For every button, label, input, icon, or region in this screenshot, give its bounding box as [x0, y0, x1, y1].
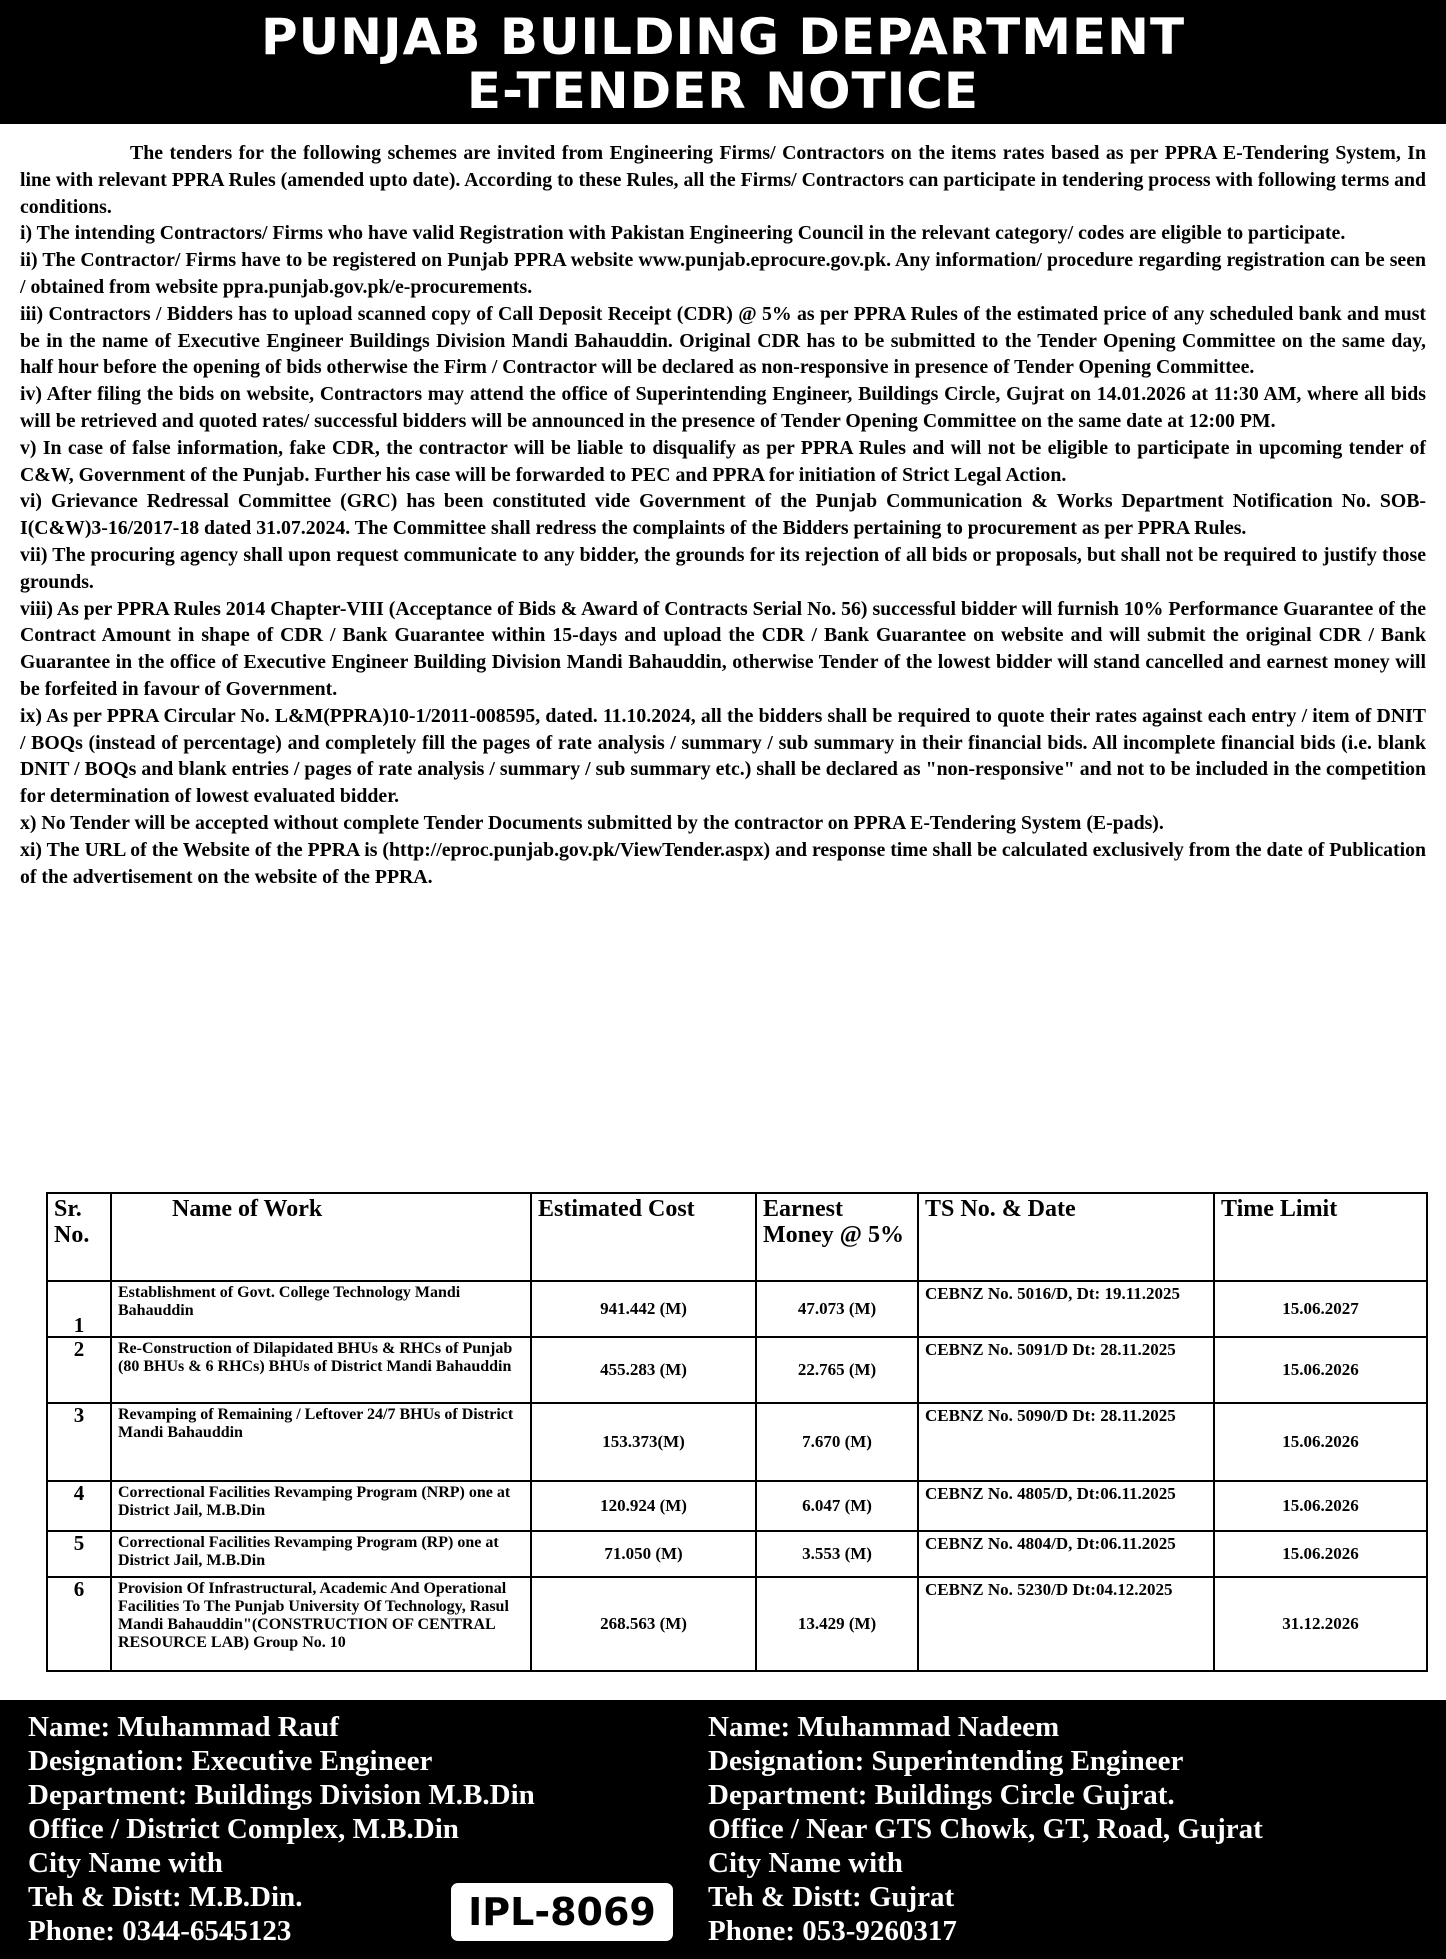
table-row	[47, 1577, 1427, 1671]
notice-subtitle: E-TENDER NOTICE	[466, 62, 980, 120]
header-sr-no: Sr. No.	[47, 1193, 111, 1281]
cell-cost: 455.283 (M)	[531, 1337, 756, 1403]
clause-10: x) No Tender will be accepted without complete Tender Documents submitted by the contractor on PPRA E-Tendering System (E-pads).	[20, 811, 1164, 834]
cell-sr: 4	[47, 1481, 111, 1531]
clause-1: i) The intending Contractors/ Firms who have valid Registration with Pakistan Engineering Council in the relevant category/ codes are eligible to participate.	[20, 222, 1346, 245]
notice-intro: The tenders for the following schemes are invited from Engineering Firms/ Contractors on the items rates based as per PPRA E-Tendering System, In line with relevant PPRA Rules (amended upto date). According to these Rules, all the Firms/ Contractors can participate in tendering process with following terms and conditions.	[20, 142, 1426, 218]
clause-7: vii) The procuring agency shall upon request communicate to any bidder, the grounds for its rejection of all bids or proposals, but shall not be required to justify those grounds.	[20, 543, 1426, 593]
signatory-city: City Name with	[708, 1847, 903, 1879]
cell-work: Revamping of Remaining / Leftover 24/7 BHUs of District Mandi Bahauddin	[111, 1403, 531, 1481]
clause-11: xi) The URL of the Website of the PPRA is (http://eproc.punjab.gov.pk/ViewTender.aspx) and response time shall be calculated exclusively from the date of Publication of the advertisement on the website of the PPRA.	[20, 838, 1426, 888]
cell-cost: 268.563 (M)	[531, 1577, 756, 1671]
notice-header	[0, 0, 1446, 124]
cell-ts: CEBNZ No. 4805/D, Dt:06.11.2025	[918, 1481, 1214, 1531]
header-ts-no-date: TS No. & Date	[918, 1193, 1214, 1281]
table-row	[47, 1481, 1427, 1531]
cell-ts: CEBNZ No. 5091/D Dt: 28.11.2025	[918, 1337, 1214, 1403]
signatory-department: Department: Buildings Circle Gujrat.	[708, 1779, 1175, 1811]
table-header-row	[47, 1193, 1427, 1281]
header-earnest-money: Earnest Money @ 5%	[756, 1193, 918, 1281]
ipl-code-badge: IPL-8069	[448, 1880, 676, 1944]
cell-ts: CEBNZ No. 5090/D Dt: 28.11.2025	[918, 1403, 1214, 1481]
cell-time-limit: 15.06.2026	[1214, 1531, 1427, 1577]
cell-work: Correctional Facilities Revamping Program (NRP) one at District Jail, M.B.Din	[111, 1481, 531, 1531]
signatory-office: Office / District Complex, M.B.Din	[28, 1813, 459, 1845]
cell-time-limit: 31.12.2026	[1214, 1577, 1427, 1671]
table-row	[47, 1531, 1427, 1577]
cell-sr: 1	[47, 1281, 111, 1337]
clause-8: viii) As per PPRA Rules 2014 Chapter-VIII (Acceptance of Bids & Award of Contracts Serial No. 56) successful bidder will furnish 10% Performance Guarantee of the Contract Amount in shape of CDR / Bank Guarantee within 15-days and upload the CDR / Bank Guarantee on website and will submit the original CDR / Bank Guarantee in the office of Executive Engineer Building Division Mandi Bahauddin, otherwise Tender of the lowest bidder will stand cancelled and earnest money will be forfeited in favour of Government.	[20, 597, 1426, 700]
clause-9: ix) As per PPRA Circular No. L&M(PPRA)10-1/2011-008595, dated. 11.10.2024, all the bidders shall be required to quote their rates against each entry / item of DNIT / BOQs (instead of percentage) and completely fill the pages of rate analysis / summary / sub summary in their financial bids. All incomplete financial bids (i.e. blank DNIT / BOQs and blank entries / pages of rate analysis / summary / sub summary etc.) shall be declared as "non-responsive" and not to be included in the competition for determination of lowest evaluated bidder.	[20, 704, 1426, 808]
signatory-teh-distt: Teh & Distt: M.B.Din.	[28, 1881, 303, 1913]
cell-work: Correctional Facilities Revamping Program (RP) one at District Jail, M.B.Din	[111, 1531, 531, 1577]
cell-time-limit: 15.06.2026	[1214, 1403, 1427, 1481]
cell-earnest: 3.553 (M)	[756, 1531, 918, 1577]
cell-sr: 3	[47, 1403, 111, 1481]
cell-work: Establishment of Govt. College Technology Mandi Bahauddin	[111, 1281, 531, 1337]
signatory-phone: Phone: 053-9260317	[708, 1915, 957, 1947]
notice-body	[20, 140, 1426, 890]
cell-cost: 941.442 (M)	[531, 1281, 756, 1337]
cell-time-limit: 15.06.2027	[1214, 1281, 1427, 1337]
cell-earnest: 6.047 (M)	[756, 1481, 918, 1531]
header-estimated-cost: Estimated Cost	[531, 1193, 756, 1281]
signatory-department: Department: Buildings Division M.B.Din	[28, 1779, 535, 1811]
signatory-phone: Phone: 0344-6545123	[28, 1915, 292, 1947]
clause-6: vi) Grievance Redressal Committee (GRC) has been constituted vide Government of the Punjab Communication & Works Department Notification No. SOB-I(C&W)3-16/2017-18 dated 31.07.2024. The Committee shall redress the complaints of the Bidders pertaining to procurement as per PPRA Rules.	[20, 490, 1426, 540]
signature-footer	[0, 1700, 1446, 1959]
clause-5: v) In case of false information, fake CDR, the contractor will be liable to disqualify as per PPRA Rules and will not be eligible to participate in upcoming tender of C&W, Government of the Punjab. Further his case will be forwarded to PEC and PPRA for initiation of Strict Legal Action.	[20, 436, 1426, 486]
table-row	[47, 1281, 1427, 1337]
signatory-name: Name: Muhammad Rauf	[28, 1711, 339, 1743]
cell-earnest: 22.765 (M)	[756, 1337, 918, 1403]
notice-title: PUNJAB BUILDING DEPARTMENT	[260, 8, 1186, 66]
signatory-office: Office / Near GTS Chowk, GT, Road, Gujrat	[708, 1813, 1263, 1845]
cell-cost: 71.050 (M)	[531, 1531, 756, 1577]
table-row	[47, 1337, 1427, 1403]
cell-sr: 6	[47, 1577, 111, 1671]
signatory-superintending-engineer	[708, 1710, 1263, 1948]
cell-earnest: 47.073 (M)	[756, 1281, 918, 1337]
cell-work: Re-Construction of Dilapidated BHUs & RHCs of Punjab (80 BHUs & 6 RHCs) BHUs of District Mandi Bahauddin	[111, 1337, 531, 1403]
cell-work: Provision Of Infrastructural, Academic And Operational Facilities To The Punjab University Of Technology, Rasul Mandi Bahauddin"(CONSTRUCTION OF CENTRAL RESOURCE LAB) Group No. 10	[111, 1577, 531, 1671]
header-time-limit: Time Limit	[1214, 1193, 1427, 1281]
cell-ts: CEBNZ No. 4804/D, Dt:06.11.2025	[918, 1531, 1214, 1577]
cell-ts: CEBNZ No. 5016/D, Dt: 19.11.2025	[918, 1281, 1214, 1337]
cell-sr: 2	[47, 1337, 111, 1403]
cell-ts: CEBNZ No. 5230/D Dt:04.12.2025	[918, 1577, 1214, 1671]
signatory-teh-distt: Teh & Distt: Gujrat	[708, 1881, 955, 1913]
cell-time-limit: 15.06.2026	[1214, 1481, 1427, 1531]
header-name-of-work: Name of Work	[111, 1193, 531, 1281]
cell-sr: 5	[47, 1531, 111, 1577]
signatory-name: Name: Muhammad Nadeem	[708, 1711, 1060, 1743]
signatory-designation: Designation: Superintending Engineer	[708, 1745, 1184, 1777]
clause-2: ii) The Contractor/ Firms have to be registered on Punjab PPRA website www.punjab.eprocure.gov.pk. Any information/ procedure regarding registration can be seen / obtained from website ppra.punjab.gov.pk/e-procurements.	[20, 249, 1426, 298]
cell-earnest: 7.670 (M)	[756, 1403, 918, 1481]
clause-4: iv) After filing the bids on website, Contractors may attend the office of Superintending Engineer, Buildings Circle, Gujrat on 14.01.2026 at 11:30 AM, where all bids will be retrieved and quoted rates/ successful bidders will be announced in the presence of Tender Opening Committee on the same date at 12:00 PM.	[20, 383, 1426, 432]
tender-table	[46, 1192, 1428, 1672]
signatory-designation: Designation: Executive Engineer	[28, 1745, 433, 1777]
cell-cost: 153.373(M)	[531, 1403, 756, 1481]
cell-earnest: 13.429 (M)	[756, 1577, 918, 1671]
signatory-city: City Name with	[28, 1847, 223, 1879]
cell-cost: 120.924 (M)	[531, 1481, 756, 1531]
table-row	[47, 1403, 1427, 1481]
cell-time-limit: 15.06.2026	[1214, 1337, 1427, 1403]
clause-3: iii) Contractors / Bidders has to upload scanned copy of Call Deposit Receipt (CDR) @ 5% as per PPRA Rules of the estimated price of any scheduled bank and must be in the name of Executive Engineer Buildings Division Mandi Bahauddin. Original CDR has to be submitted to the Tender Opening Committee on the same day, half hour before the opening of bids otherwise the Firm / Contractor will be declared as non-responsive in presence of Tender Opening Committee.	[20, 302, 1426, 379]
